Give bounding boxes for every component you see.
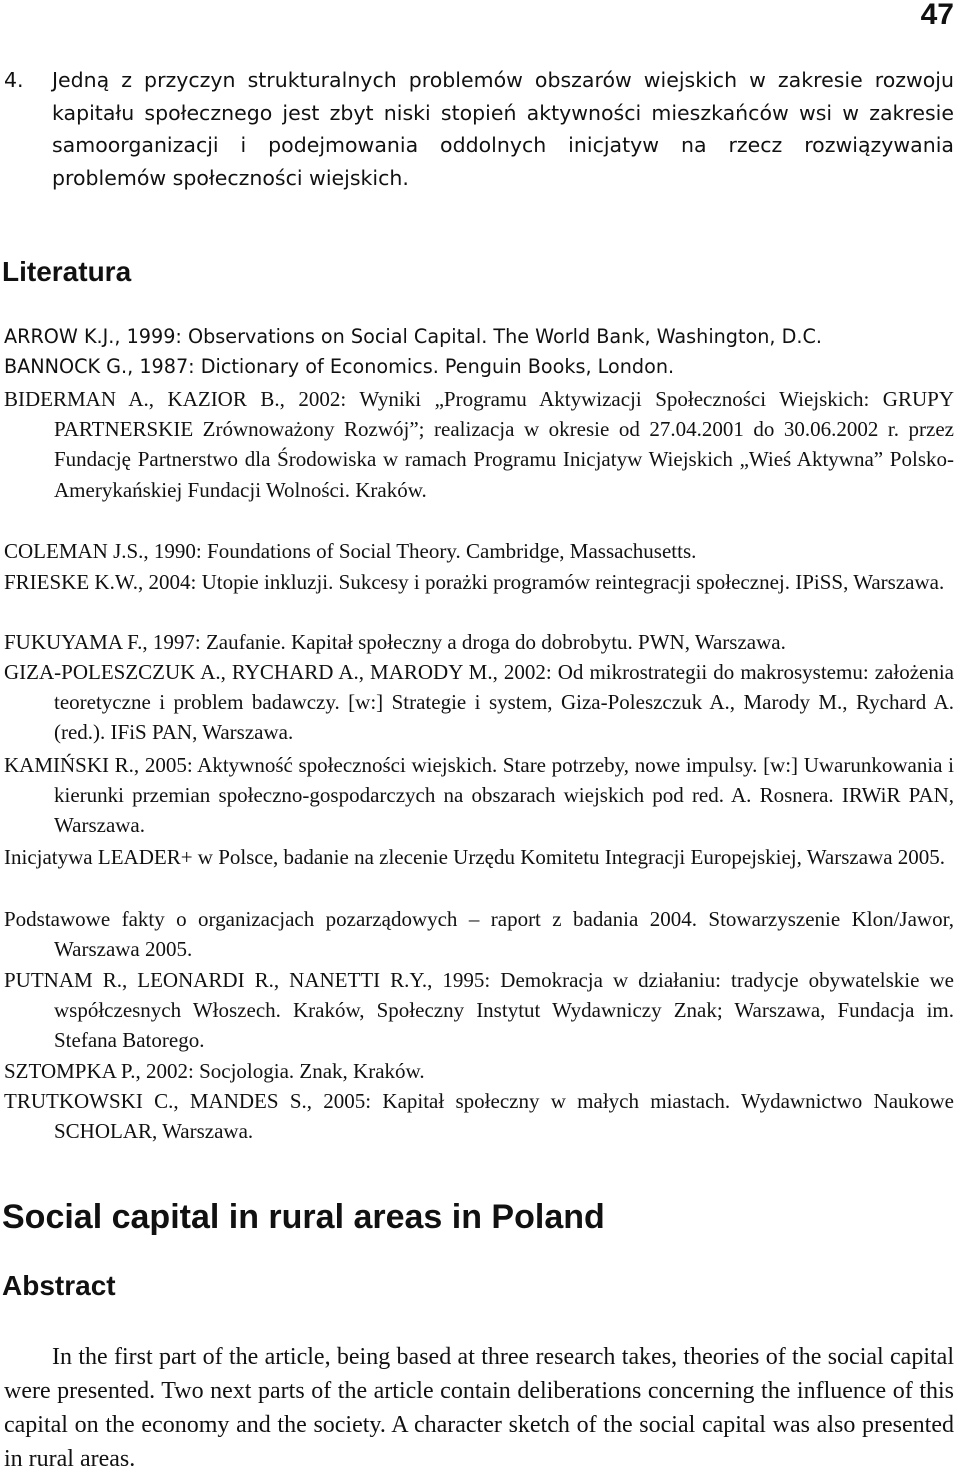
page-number: 47 [920,0,954,31]
reference-item: Inicjatywa LEADER+ w Polsce, badanie na zlecenie Urzędu Komitetu Integracji Europejskiej, Warszawa 2005. [4,845,946,869]
reference-item: BIDERMAN A., KAZIOR B., 2002: Wyniki „Programu Aktywizacji Społeczności Wiejskich: GRUPY PARTNERSKIE Zrównoważony Rozwój”; realizacja w okresie od 27.04.2001 do 30.06.2002 r. przez Fundację Partnerstwo dla Środowiska w ramach Programu Inicjatyw Wiejskich „Wieś Aktywna” Polsko-Amerykańskiej Fundacji Wolności. Kraków. [4,387,954,502]
reference-item: GIZA-POLESZCZUK A., RYCHARD A., MARODY M., 2002: Od mikrostrategii do makrosystemu: założenia teoretyczne i problem badawczy. [w:] Strategie i system, Giza-Poleszczuk A., Marody M., Rychard A. (red.). IFiS PAN, Warszawa. [4,660,954,745]
reference-item: FRIESKE K.W., 2004: Utopie inkluzji. Sukcesy i porażki programów reintegracji społecznej. IPiSS, Warszawa. [4,570,945,594]
english-title: Social capital in rural areas in Poland [2,1198,605,1236]
abstract-heading: Abstract [2,1270,116,1301]
reference-item: SZTOMPKA P., 2002: Socjologia. Znak, Kraków. [4,1059,425,1083]
reference-item: Podstawowe fakty o organizacjach pozarządowych – raport z badania 2004. Stowarzyszenie Klon/Jawor, Warszawa 2005. [4,907,954,962]
reference-item: ARROW K.J., 1999: Observations on Social Capital. The World Bank, Washington, D.C. [4,325,822,348]
reference-item: PUTNAM R., LEONARDI R., NANETTI R.Y., 1995: Demokracja w działaniu: tradycje obywatelskie we współczesnych Włoszech. Kraków, Społeczny Instytut Wydawniczy Znak; Warszawa, Fundacja im. Stefana Batorego. [4,968,954,1053]
reference-item: FUKUYAMA F., 1997: Zaufanie. Kapitał społeczny a droga do dobrobytu. PWN, Warszawa. [4,630,786,654]
reference-item: KAMIŃSKI R., 2005: Aktywność społeczności wiejskich. Stare potrzeby, nowe impulsy. [w:] Uwarunkowania i kierunki przemian społeczno-gospodarczych na obszarach wiejskich pod red. A. Rosnera. IRWiR PAN, Warszawa. [4,753,954,838]
reference-item: TRUTKOWSKI C., MANDES S., 2005: Kapitał społeczny w małych miastach. Wydawnictwo Naukowe SCHOLAR, Warszawa. [4,1089,954,1144]
numbered-point [4,64,954,194]
reference-item: BANNOCK G., 1987: Dictionary of Economics. Penguin Books, London. [4,355,675,378]
abstract-text: In the first part of the article, being based at three research takes, theories of the social capital were presented. Two next parts of the article contain deliberations concerning the influence of this capital on the economy and the society. A character sketch of the social capital was also presented in rural areas. [4,1344,954,1472]
reference-item: COLEMAN J.S., 1990: Foundations of Social Theory. Cambridge, Massachusetts. [4,539,697,563]
literature-heading: Literatura [2,256,132,287]
point-number: 4. [4,68,24,92]
point-text: Jedną z przyczyn strukturalnych problemów obszarów wiejskich w zakresie rozwoju kapitału społecznego jest zbyt niski stopień aktywności mieszkańców wsi w zakresie samoorganizacji i podejmowania oddolnych inicjatyw na rzecz rozwiązywania problemów społeczności wiejskich. [52,68,954,190]
